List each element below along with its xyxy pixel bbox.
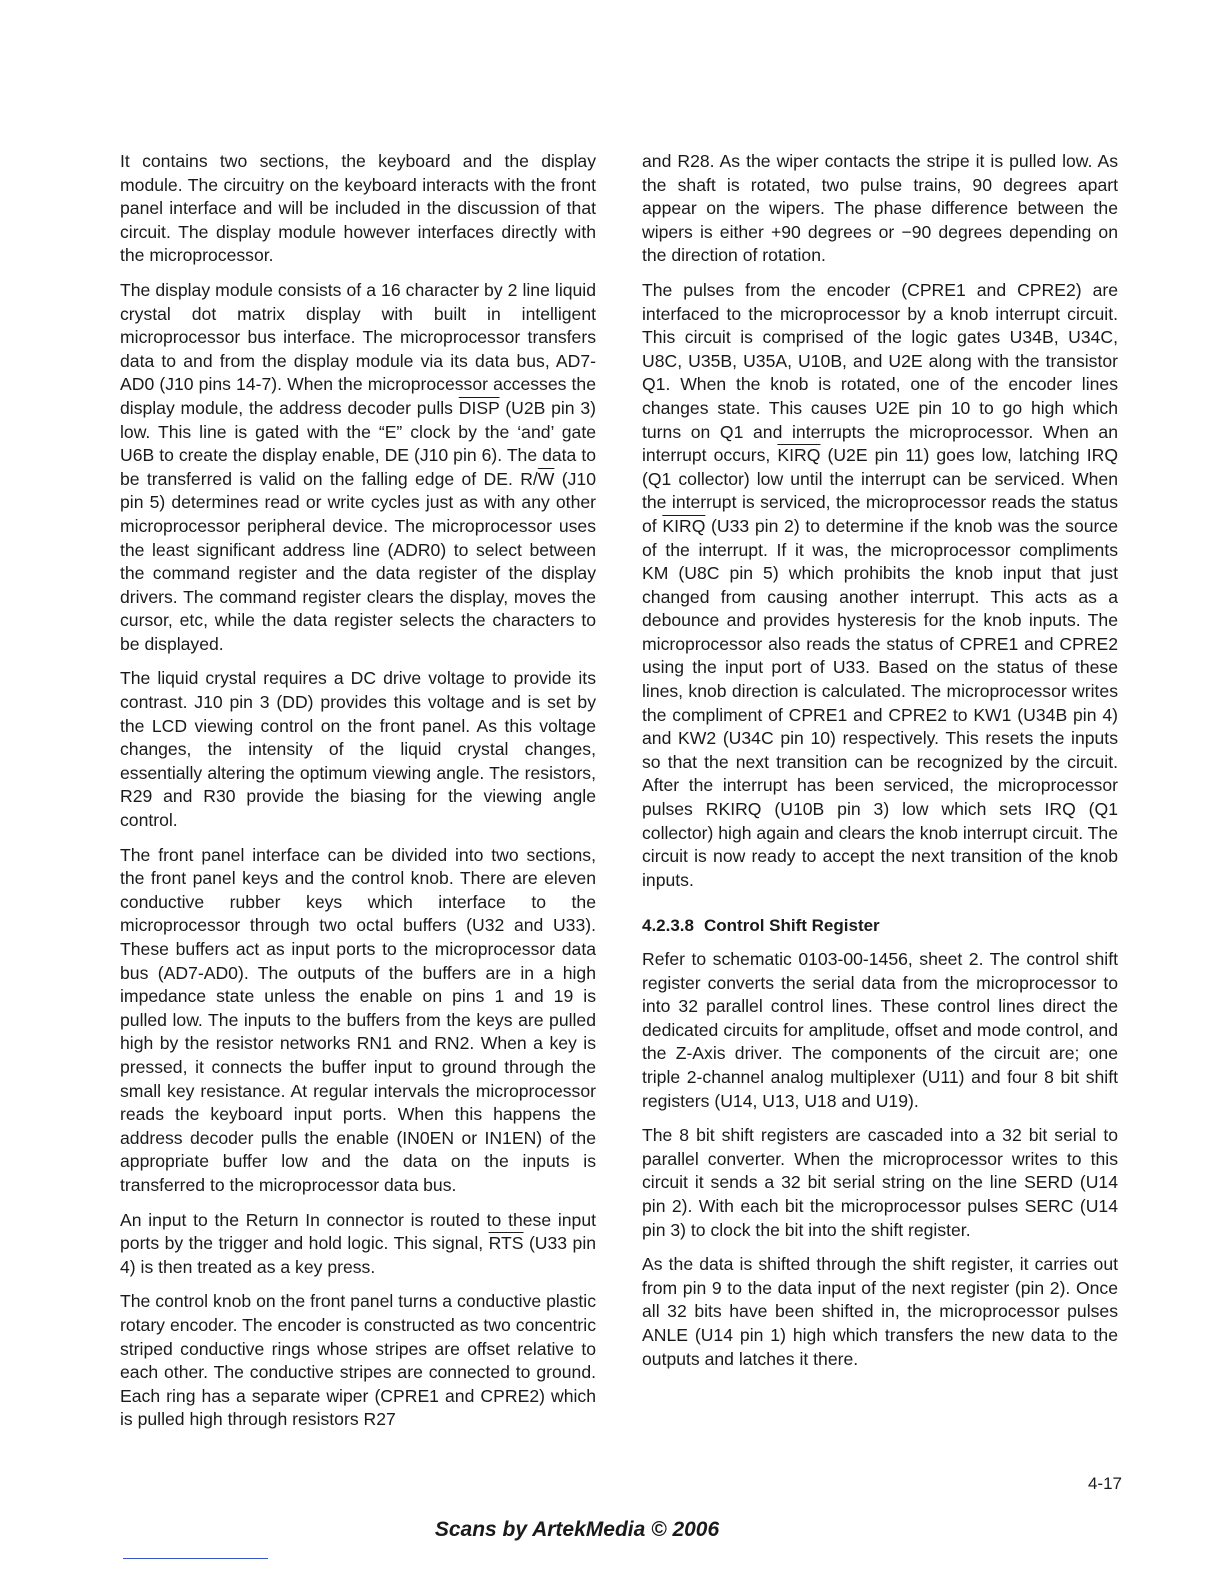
paragraph bbox=[120, 279, 596, 657]
footer-link-underline bbox=[123, 1558, 268, 1559]
paragraph: Refer to schematic 0103-00-1456, sheet 2. The control shift register converts the serial data from the microprocessor to into 32 parallel control lines. These control lines direct the dedicated circuits for amplitude, offset and mode control, and the Z-Axis driver. The components of the circuit are; one triple 2-channel analog multiplexer (U11) and four 8 bit shift registers (U14, U13, U18 and U19). bbox=[642, 949, 1118, 1111]
paragraph: The front panel interface can be divided into two sections, the front panel keys and the control knob. There are eleven conductive rubber keys which interface to the microprocessor through two octal buffers (U32 and U33). These buffers act as input ports to the microprocessor data bus (AD7-AD0). The outputs of the buffers are in a high impedance state unless the enable on pins 1 and 19 is pulled low. The inputs to the buffers from the keys are pulled high by the resistor networks RN1 and RN2. When a key is pressed, it connects the buffer input to ground through the small key resistance. At regular intervals the microprocessor reads the keyboard input ports. When this happens the address decoder pulls the enable (IN0EN or IN1EN) of the appropriate buffer low and the data on the inputs is transferred to the microprocessor data bus. bbox=[120, 844, 596, 1195]
text-run: The display module consists of a 16 character by 2 line liquid crystal dot matrix display with built in intelligent microprocessor bus interface. The microprocessor transfers data to and from the display module via its data bus, AD7-AD0 (J10 pins 14-7). When the microprocessor accesses the display module, the address decoder pulls bbox=[120, 279, 596, 418]
text-run: (U33 pin 4) is then treated as a key press. bbox=[120, 1233, 597, 1277]
section-title: Control Shift Register bbox=[704, 916, 880, 936]
paragraph bbox=[642, 279, 1118, 892]
overline-signal: KIRQ bbox=[662, 515, 706, 536]
footer-credit: Scans by ArtekMedia © 2006 bbox=[434, 1518, 720, 1541]
text-run: (U2B pin 3) low. This line is gated with the “E” clock by the ‘and’ gate U6B to create the display enable, DE (J10 pin 6). The data to be transferred is valid on the falling edge of DE. R/ bbox=[120, 397, 596, 489]
section-number: 4.2.3.8 bbox=[642, 916, 694, 936]
paragraph: The 8 bit shift registers are cascaded into a 32 bit serial to parallel converter. When the microprocessor writes to this circuit it sends a 32 bit serial string on the line SERD (U14 pin 2). With each bit the microprocessor pulses SERC (U14 pin 3) to clock the bit into the shift register. bbox=[642, 1125, 1118, 1240]
paragraph: The control knob on the front panel turns a conductive plastic rotary encoder. The encoder is constructed as two concentric striped conductive rings whose stripes are offset relative to each other. The conductive stripes are connected to ground. Each ring has a separate wiper (CPRE1 and CPRE2) which is pulled high through resistors R27 bbox=[120, 1291, 596, 1430]
overline-signal: DISP bbox=[458, 397, 500, 418]
paragraph: It contains two sections, the keyboard and the display module. The circuitry on the keyboard interacts with the front panel interface and will be included in the discussion of that circuit. The display module however interfaces directly with the microprocessor. bbox=[120, 151, 596, 266]
right-column bbox=[642, 150, 1118, 1382]
text-run: (U33 pin 2) to determine if the knob was the source of the interrupt. If it was, the microprocessor compliments KM (U8C pin 5) which prohibits the knob input that just changed from causing another interrupt. This acts as a debounce and provides hysteresis for the knob inputs. The microprocessor also reads the status of CPRE1 and CPRE2 using the input port of U33. Based on the status of these lines, knob direction is calculated. The microprocessor writes the compliment of CPRE1 and CPRE2 to KW1 (U34B pin 4) and KW2 (U34C pin 10) respectively. This resets the inputs so that the next transition can be recognized by the circuit. After the interrupt has been serviced, the microprocessor pulses RKIRQ (U10B pin 3) low which sets IRQ (Q1 collector) high again and clears the knob interrupt circuit. The circuit is now ready to accept the next transition of the knob inputs. bbox=[642, 515, 1118, 890]
overline-signal: $\overline{RTS}$ bbox=[488, 1233, 524, 1254]
page-number: 4-17 bbox=[1087, 1474, 1122, 1493]
text-run: (U2E pin 11) goes low, latching IRQ (Q1 collector) low until the interrupt can be serviced. When the interrupt is serviced, the microprocessor reads the status of bbox=[642, 445, 1118, 536]
left-column bbox=[120, 150, 596, 1443]
text-run: An input to the Return In connector is routed to these input ports by the trigger and hold logic. This signal, bbox=[120, 1209, 596, 1254]
text-run: The pulses from the encoder (CPRE1 and CPRE2) are interfaced to the microprocessor by a knob interrupt circuit. This circuit is comprised of the logic gates U34B, U34C, U8C, U35B, U35A, U10B, and U2E along with the transistor Q1. When the knob is rotated, one of the encoder lines changes state. This causes U2E pin 10 to go high which turns on Q1 and interrupts the microprocessor. When an interrupt occurs, bbox=[642, 279, 1118, 466]
paragraph: As the data is shifted through the shift register, it carries out from pin 9 to the data input of the next register (pin 2). Once all 32 bits have been shifted in, the microprocessor pulses ANLE (U14 pin 1) high which transfers the new data to the outputs and latches it there. bbox=[642, 1254, 1118, 1369]
paragraph bbox=[120, 1209, 596, 1280]
overline-signal: $\overline{W}$ bbox=[537, 468, 555, 489]
paragraph: The liquid crystal requires a DC drive voltage to provide its contrast. J10 pin 3 (DD) provides this voltage and is set by the LCD viewing control on the front panel. As this voltage changes, the intensity of the liquid crystal changes, essentially altering the optimum viewing angle. The resistors, R29 and R30 provide the biasing for the viewing angle control. bbox=[120, 668, 596, 831]
overline-signal: KIRQ bbox=[777, 445, 821, 466]
section-heading bbox=[642, 914, 1118, 938]
paragraph: and R28. As the wiper contacts the stripe it is pulled low. As the shaft is rotated, two pulse trains, 90 degrees apart appear on the wipers. The phase difference between the wipers is either +90 degrees or −90 degrees depending on the direction of rotation. bbox=[642, 151, 1118, 266]
text-run: (J10 pin 5) determines read or write cycles just as with any other microprocessor peripheral device. The microprocessor uses the least significant address line (ADR0) to select between the command register and the data register of the display drivers. The command register clears the display, moves the cursor, etc, while the data register selects the characters to be displayed. bbox=[120, 468, 596, 654]
